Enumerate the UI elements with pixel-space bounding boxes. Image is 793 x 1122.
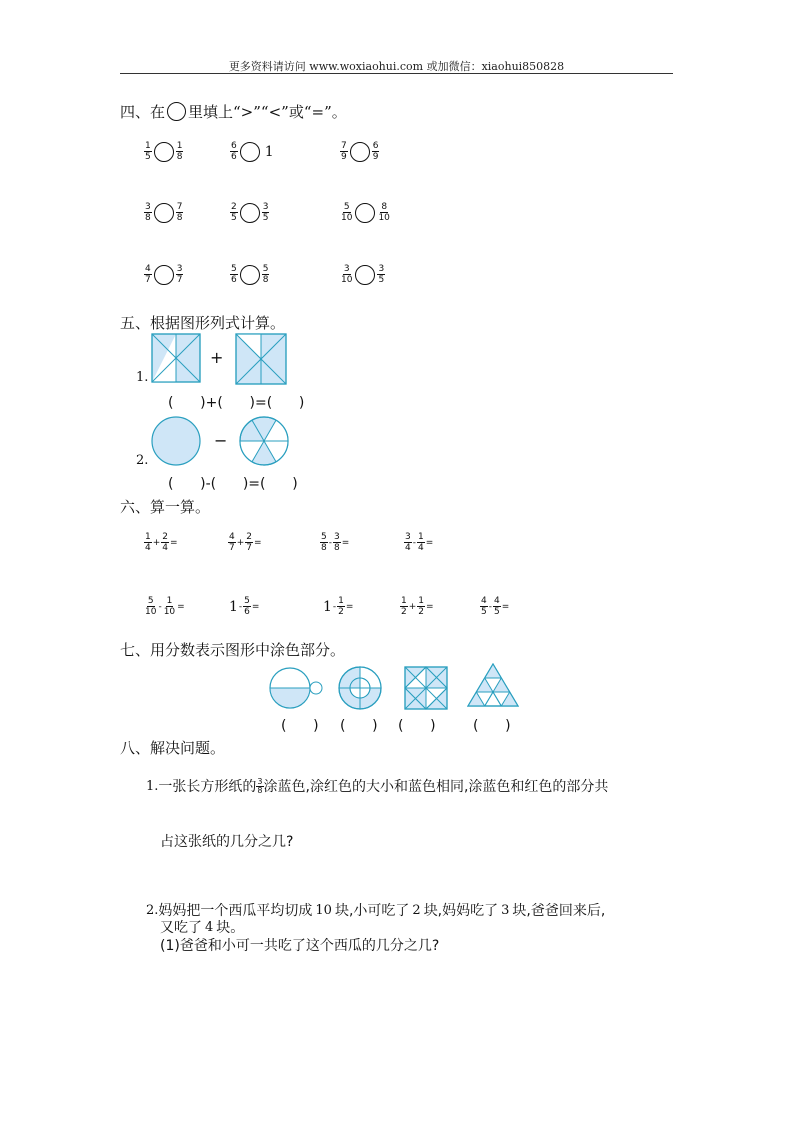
second-fraction-denominator: 6 (244, 607, 250, 617)
left-fraction-numerator: 5 (343, 202, 350, 212)
expression-item (400, 596, 435, 617)
right-fraction-numerator: 3 (176, 264, 183, 274)
operator: - (328, 537, 332, 548)
problem-1-line-1 (146, 776, 608, 796)
second-fraction-numerator: 2 (246, 532, 253, 542)
operator: - (332, 601, 337, 612)
problem-1-line-2: 占这张纸的几分之几? (160, 834, 294, 850)
second-fraction-numerator: 2 (162, 532, 169, 542)
left-fraction-numerator: 1 (145, 141, 151, 151)
second-fraction-denominator: 4 (417, 543, 424, 553)
equals-sign: = (251, 601, 260, 612)
first-fraction (480, 596, 488, 617)
second-fraction (333, 532, 341, 553)
first-fraction-numerator: 1 (401, 596, 407, 606)
second-fraction-denominator: 5 (493, 607, 500, 617)
right-fraction-denominator: 8 (176, 152, 183, 162)
second-fraction-denominator: 2 (338, 607, 344, 617)
q1-plus-sign: + (210, 348, 224, 367)
whole-number: 1 (229, 598, 238, 615)
left-fraction-numerator: 2 (231, 202, 237, 212)
right-fraction-numerator: 7 (176, 202, 183, 212)
expression-item (323, 596, 354, 617)
right-fraction-denominator: 5 (378, 275, 385, 285)
equals-sign: = (177, 601, 185, 612)
problem-2-line-2 (160, 917, 244, 937)
expression-item (144, 596, 186, 617)
second-fraction-denominator: 4 (162, 543, 169, 553)
q2-answer-blanks[interactable]: ( )-( )=( ) (168, 476, 298, 492)
expression-item (229, 596, 260, 617)
q2-minus-sign: − (214, 431, 228, 450)
problem-1-text-a: 一张长方形纸的 (158, 779, 257, 795)
first-fraction-denominator: 7 (229, 543, 235, 553)
right-fraction-numerator: 8 (381, 202, 388, 212)
first-fraction-denominator: 2 (401, 607, 407, 617)
sec7-answer-3[interactable]: ( ) (398, 718, 436, 734)
problem-2-text-e: 又吃了 (160, 920, 202, 936)
left-fraction-denominator: 6 (231, 152, 237, 162)
first-fraction-numerator: 4 (481, 596, 487, 606)
left-fraction-numerator: 5 (231, 264, 237, 274)
expression-item (480, 596, 510, 617)
expression-item (144, 532, 179, 553)
left-fraction-denominator: 7 (145, 275, 151, 285)
first-fraction-numerator: 5 (321, 532, 327, 542)
sec7-figure-ring (339, 667, 381, 709)
problem-2-text-b: 块,小可吃了 (334, 903, 410, 919)
second-fraction-numerator: 1 (166, 596, 173, 606)
equals-sign: = (501, 601, 510, 612)
expression-item (404, 532, 434, 553)
right-fraction-denominator: 5 (262, 213, 269, 223)
right-fraction-denominator: 9 (372, 152, 379, 162)
second-fraction-denominator: 7 (246, 543, 253, 553)
left-fraction-numerator: 7 (341, 141, 347, 151)
first-fraction (400, 596, 408, 617)
sec7-answer-2[interactable]: ( ) (340, 718, 378, 734)
right-fraction-numerator: 6 (372, 141, 379, 151)
operator: - (238, 601, 243, 612)
second-fraction (417, 532, 425, 553)
expression-item (320, 532, 350, 553)
circle-figure-1 (152, 417, 200, 465)
problem-2-subquestion-1: (1)爸爸和小可一共吃了这个西瓜的几分之几? (160, 938, 440, 954)
left-fraction-denominator: 10 (341, 213, 353, 223)
second-fraction (493, 596, 501, 617)
right-fraction-numerator: 3 (262, 202, 269, 212)
first-fraction-denominator: 4 (145, 543, 151, 553)
sec7-figure-circle-half (270, 668, 322, 708)
operator: + (152, 537, 161, 548)
left-fraction-numerator: 4 (145, 264, 151, 274)
sec7-figure-square-diamond (405, 667, 447, 709)
left-fraction-denominator: 5 (231, 213, 237, 223)
first-fraction (144, 596, 157, 617)
first-fraction (144, 532, 152, 553)
first-fraction-numerator: 1 (145, 532, 151, 542)
problem-2-number-2: 2 (412, 902, 421, 918)
left-fraction-numerator: 3 (145, 202, 151, 212)
second-fraction-numerator: 4 (493, 596, 500, 606)
left-fraction-denominator: 10 (341, 275, 353, 285)
sec7-answer-4[interactable]: ( ) (473, 718, 511, 734)
right-fraction-denominator: 8 (262, 275, 269, 285)
second-fraction (417, 596, 425, 617)
q1-label: 1. (136, 370, 149, 385)
problem-2-number: 2. (146, 902, 159, 918)
right-fraction-denominator: 8 (176, 213, 183, 223)
section-6-title: 六、算一算。 (120, 498, 211, 516)
right-fraction-denominator: 7 (176, 275, 183, 285)
problem-2-number-3: 3 (501, 902, 510, 918)
second-fraction (163, 596, 176, 617)
first-fraction-numerator: 4 (229, 532, 235, 542)
problem-1-fraction: $\frac{3}{8}$ (257, 776, 263, 795)
operator: - (488, 601, 492, 612)
left-fraction-denominator: 6 (231, 275, 237, 285)
expression-item (228, 532, 263, 553)
operator: - (158, 601, 162, 612)
second-fraction-denominator: 2 (418, 607, 425, 617)
second-fraction-denominator: 10 (163, 607, 176, 617)
second-fraction-denominator: 8 (333, 543, 340, 553)
left-fraction-denominator: 9 (341, 152, 347, 162)
square-figure-1 (152, 334, 200, 382)
second-fraction (243, 596, 251, 617)
problem-1-number: 1. (146, 778, 159, 794)
problem-2-text-d: 块,爸爸回来后, (512, 903, 606, 919)
section-8-title: 八、解决问题。 (120, 739, 226, 757)
page-header: 更多资料请访问 www.woxiaohui.com 或加微信：xiaohui850828 (228, 60, 565, 73)
left-fraction-numerator: 3 (343, 264, 350, 274)
problem-2-text-f: 块。 (216, 920, 245, 936)
right-fraction-numerator: 1 (176, 141, 183, 151)
equals-sign: = (254, 537, 262, 548)
second-fraction-numerator: 1 (418, 596, 425, 606)
second-fraction-numerator: 5 (244, 596, 250, 606)
problem-1-text-b: 涂蓝色,涂红色的大小和蓝色相同,涂蓝色和红色的部分共 (263, 779, 609, 795)
second-fraction-numerator: 1 (338, 596, 344, 606)
first-fraction-denominator: 8 (321, 543, 327, 553)
equals-sign: = (341, 537, 350, 548)
equals-sign: = (170, 537, 178, 548)
first-fraction-denominator: 5 (481, 607, 487, 617)
square-figure-2 (236, 334, 286, 384)
second-fraction-numerator: 3 (333, 532, 340, 542)
problem-2-text-a: 妈妈把一个西瓜平均切成 (158, 903, 313, 919)
right-fraction-numerator: 3 (378, 264, 385, 274)
left-fraction-denominator: 5 (145, 152, 151, 162)
left-fraction-numerator: 6 (231, 141, 237, 151)
second-fraction (337, 596, 345, 617)
q1-answer-blanks[interactable]: ( )+( )=( ) (168, 395, 305, 411)
first-fraction-denominator: 10 (145, 607, 157, 617)
equals-sign: = (425, 537, 434, 548)
right-number: 1 (264, 143, 274, 160)
left-fraction-denominator: 8 (145, 213, 151, 223)
second-fraction (245, 532, 253, 553)
section-7-title: 七、用分数表示图形中涂色部分。 (120, 641, 346, 659)
right-fraction-denominator: 10 (378, 213, 390, 223)
equals-sign: = (426, 601, 434, 612)
operator: + (408, 601, 417, 612)
section-4-title-before: 四、在 (120, 103, 166, 121)
equals-sign: = (345, 601, 354, 612)
operator: - (412, 537, 416, 548)
circle-figure-2 (240, 417, 288, 465)
problem-2-number-10: 10 (315, 902, 332, 918)
whole-number: 1 (323, 598, 332, 615)
first-fraction-numerator: 5 (147, 596, 154, 606)
second-fraction-numerator: 1 (417, 532, 424, 542)
first-fraction-numerator: 3 (405, 532, 411, 542)
first-fraction (228, 532, 236, 553)
first-fraction-denominator: 4 (405, 543, 411, 553)
first-fraction (320, 532, 328, 553)
sec7-answer-1[interactable]: ( ) (281, 718, 319, 734)
section-5-title: 五、根据图形列式计算。 (120, 314, 286, 332)
second-fraction (161, 532, 169, 553)
problem-2-text-c: 块,妈妈吃了 (423, 903, 499, 919)
section-4-title-after: 里填上“>”“<”或“=”。 (188, 103, 347, 121)
operator: + (236, 537, 245, 548)
sec7-figure-triangle (468, 664, 518, 706)
q2-label: 2. (136, 453, 149, 468)
right-fraction-numerator: 5 (262, 264, 269, 274)
first-fraction (404, 532, 412, 553)
problem-2-number-4: 4 (205, 919, 214, 935)
